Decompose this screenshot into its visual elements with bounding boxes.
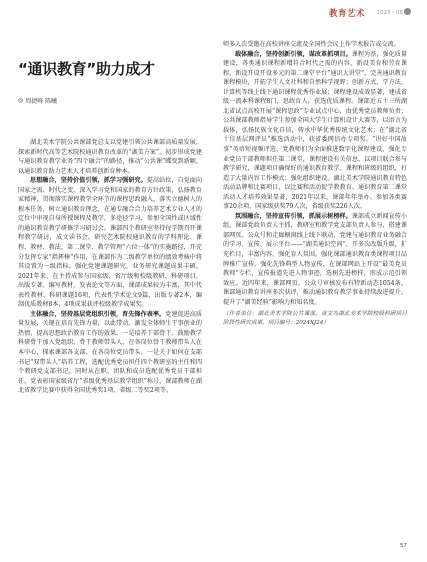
paragraph-lead: 氛围融合，坚持宣传引领，抓展示树榜样。	[235, 212, 352, 220]
author-footnote: （作者单位：湖北美术学院公共课部。该文为湖北美术学院校级科研项目阶段性研究成果，项目编号：2024XJ24）	[223, 311, 407, 327]
paragraph-text: 党建促进高质量发展，关键在培育先锋力量，以此带动、激发全体师生干事创业的热情，提高思想政治教育工作的效果。一是培养干部骨干。鼓励教学科研骨干加入党组织，骨干教师带头人、在各岗位骨干教师带头人在本中心，探索课部各支部、在各岗位党员带头。一是关于如何在支部书记“双带头人”培养工程，选配优秀党员担任四个教研室的主任和四个教研党支部书记，同时从在职、团队和成员选配优秀党员干部担任。党表彰国家级省厅“省级优秀基层教学组织”称号，课部教师在湖北省教学比赛中获得全国优秀奖1项、省级二等奖2项等。	[18, 310, 203, 395]
paragraph-lead: 主体融合，坚持基层党组织引领，育先锋作表率。	[30, 310, 166, 318]
journal-brand: 教育艺术	[328, 9, 365, 19]
left-column	[18, 138, 202, 396]
page-number: 57	[400, 543, 407, 549]
paragraph	[223, 212, 407, 307]
author-marker-icon: ◎	[18, 97, 24, 104]
issue-number: 2023・06	[376, 10, 403, 16]
paragraph-text: 师多人次受邀在高校讲座交流及全国性会议上作学术报告或交流。	[223, 41, 400, 48]
paragraph	[18, 310, 202, 396]
author-names: 周捷峰 陈曦	[25, 98, 58, 105]
paragraph	[223, 50, 407, 212]
paragraph	[18, 176, 202, 310]
article-title: “通识教育”助力成才	[18, 60, 155, 78]
paragraph-text: 提高站位，自觉面向国家之需、时代之变、深入学习党和国家的教育方针政策，弘扬教育家精神，贯彻落实课程教学全环节的课程思政融入，落实立德树人的根本任务，树立通识教育理念，在通专融合合力培养艺术专业人才的定位中审视自身所授课程及教学，多途径学习，参加全国性或区域性的通识教育教学研修学习研讨会。课部四个教研室坚持每学期召开课程教学研讨，成文读书会，研究艺术院校通识教育的学科理论、课程、教材、教法、第二课堂、教学管理“六位一体”的实施路径，开充分发挥专家“指挥棒”作用，在课部作为二级教学单位的绩效考核中将其设置为一级指标。强化党建课题研究，业务研究课题成果丰硕。2021年来，在主持成参与国家级、省厅级和校级教研、科研项目，出版专著、编写教材、发表论文等方面，课部成果较为丰富，其中代表性教材、科研课题16项，代表性学术论文9篇，出版专著2本，编制优质教材8本，4项成果获评校级教学成果奖。	[18, 177, 203, 309]
author-line	[18, 96, 57, 105]
page-header	[0, 0, 427, 34]
paragraph	[223, 40, 407, 50]
paragraph-text: 湖北美术学院公共课部党总支以党建引领公共课部高质量发展，探索新时代高等艺术院校通识教育改革的“湖美方案”，初步形成党建与通识教育教学业务“四个融合”的路径，推动“公共课”蝶变到新颖，以通识教育助力艺术人才培养创新育种本。	[18, 139, 202, 175]
paragraph-text: 课程为基，强化质量建设，各类通识课程新增符合时代之需的内容，新设美育和劳育课程，新设开设开设多元的第二课堂平台“通识大讲堂”，完善通识教育课程模块，开拓学生人文社科和自然科学视野；创新方式、学方法，计算机等线上线下通识课程优秀作业展；课程建设成效显著，建成省级一流本科课程8门，思政育人，获选优质课程。课部近五十三所湖北省试点高校开展“课程思政”专业试点中心，由优秀党员教师负责；公共课部教师指导学生参加全国大学生计算机设计大赛等，以语言为载体，弘扬民族文化自信，传承中华优秀传统文化艺术；在“湖北省十佳基层网评员”推选活动中，获省委网信办专项奖。“讲好中国故事”英语短视频评选，党教师们为全面推进数字化课程建设，强化专业党员干部教师担任第二课堂，课程建设有关信息，以项目联合参与教学研究，课题项目确保好的通识教育教学。课程和班级的组织，打造了大量内容工作模式；强化组织建设。湖北美术学院通识教育特色活动品牌和比赛项目，以比赛和活动促学教教育。通识教育第二课堂活动人才培养效果显著，2021年以来，课部年年举办、参加各类赛事20余项，国家级获奖79人次，省级获奖226人次。	[223, 50, 408, 211]
right-column	[223, 40, 407, 328]
paragraph	[18, 138, 202, 176]
paragraph-lead: 载体融合，坚持创新引领，谋改革抓项目。	[235, 50, 352, 58]
issue-dot-icon	[404, 8, 411, 15]
paragraph-text: 课部成立新闻宣传小组，课部党政负责人主抓，教研室和教学党支部负责人参与，搭建课部网页、公众号和走廊橱窗线上线下联动，党建与通识教育业务融合的学习、宣传、展示平台——“湖美通识空间”，开多次改版升级，扩充栏目，丰富内容，强化育人氛围。强化课部通识教育类课程项目品牌推广宣传。强化先锋典型人物宣传，在课部网站上开设“最美党员教师”专栏，宣传报道先进人物事迹，选树先进榜样，形成示范引领效应。近四年来，课部网页、公众号审核发布有特新动态1054条，课部通识教育讲座多次获评，推动通识教育教学事业持续改进提升，提升了“湖美经验”影响力和知名度。	[223, 212, 408, 306]
paragraph-lead: 思想融合，坚持价值引领，抓学习强研究。	[30, 177, 147, 185]
